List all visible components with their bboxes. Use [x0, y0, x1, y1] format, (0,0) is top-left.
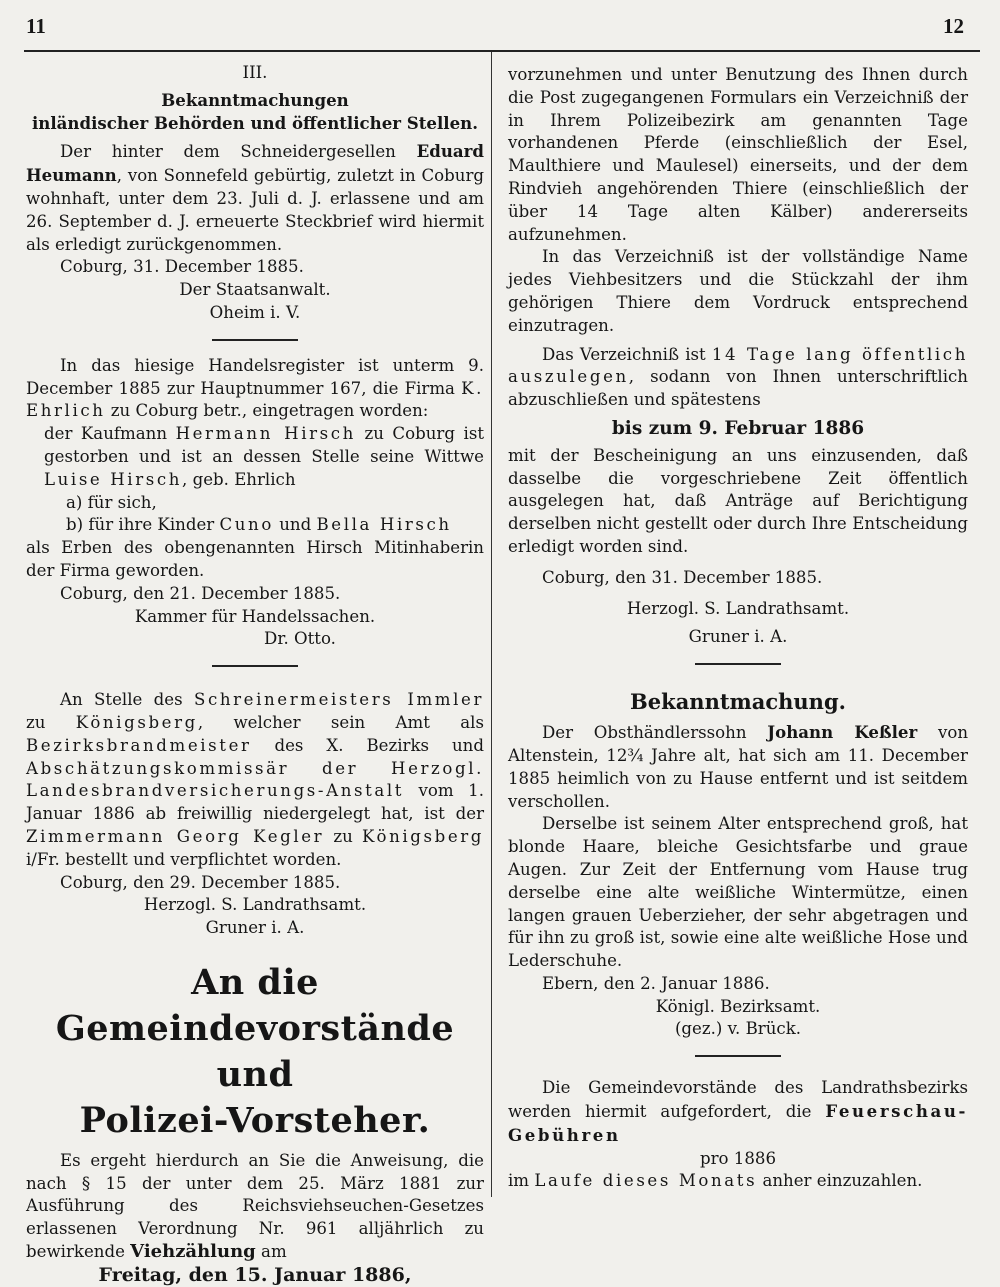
notice-4-cont-text-c — [508, 344, 968, 412]
notice-5-place-date: Ebern, den 2. Januar 1886. — [542, 973, 770, 993]
text: Der hinter dem Schneidergesellen — [60, 142, 417, 162]
notice-2-item-a: a) für sich, — [66, 492, 157, 512]
text: , geb. Ehrlich — [182, 469, 296, 489]
notice-4-heading-2: Polizei-Vorsteher. — [79, 1099, 431, 1141]
notice-2-item-b — [26, 514, 484, 537]
text: zu Coburg ist gestorben und ist an dessen Stelle seine Wittwe — [44, 424, 485, 466]
notice-4-text — [26, 1150, 484, 1264]
notice-3-text — [26, 689, 484, 871]
section-number: III. — [242, 63, 268, 82]
column-divider — [491, 52, 492, 1197]
page-number-left: 11 — [26, 14, 46, 38]
role-name: Bezirksbrandmeister — [26, 735, 252, 755]
text: von Altenstein, 12¾ Jahre alt, hat sich am 11. December 1885 heimlich von zu Hause entfernt und ist seitdem verschollen. — [508, 723, 969, 811]
person-name: Hermann Hirsch — [175, 424, 356, 444]
notice-2-place-date: Coburg, den 21. December 1885. — [60, 583, 341, 603]
person-name: Eduard Heumann — [26, 141, 484, 186]
text: , sodann von Ihnen unterschriftlich abzuschließen und spätestens — [508, 367, 968, 410]
left-column — [26, 54, 484, 1287]
text: , von Sonnefeld gebürtig, zuletzt in Coburg wohnhaft, unter dem 23. Juli d. J. erlassene und am 26. September d. J. erneuerte Steckbrief wird hiermit als erledigt zurückgenommen. — [26, 166, 484, 254]
text: anher einzuzahlen. — [757, 1171, 923, 1191]
notice-6-text-b — [508, 1170, 968, 1193]
header-rule — [24, 50, 980, 52]
notice-4-date-line: Freitag, den 15. Januar 1886, — [98, 1263, 412, 1286]
notice-5-signer: (gez.) v. Brück. — [674, 1019, 802, 1039]
page-number-right: 12 — [943, 14, 964, 38]
person-name: Luise Hirsch — [44, 469, 183, 489]
notice-4-deadline: bis zum 9. Februar 1886 — [611, 417, 865, 439]
notice-2-signer: Dr. Otto. — [264, 629, 336, 649]
bold-term: Feuerschau-Gebühren — [508, 1101, 968, 1145]
text: zu Coburg betr., eingetragen worden: — [105, 401, 429, 421]
text: der Kaufmann — [44, 424, 176, 444]
spaced-text: Laufe dieses Monats — [534, 1171, 758, 1191]
text: Der Obsthändlerssohn — [542, 723, 768, 743]
notice-6-year: pro 1886 — [699, 1148, 777, 1168]
notice-1-place-date: Coburg, 31. December 1885. — [60, 257, 304, 277]
firm-name: K. Ehrlich — [26, 378, 484, 421]
notice-1-text — [26, 140, 484, 256]
notice-3-authority: Herzogl. S. Landrathsamt. — [143, 895, 367, 915]
section-title-1: Bekanntmachungen — [161, 89, 349, 110]
notice-5-heading: Bekanntmachung. — [630, 689, 846, 715]
text: Die Gemeindevorstände des Landrathsbezirks werden hiermit aufgefordert, die — [508, 1078, 968, 1122]
person-name: Bella Hirsch — [316, 515, 452, 535]
place-name: Königsberg — [361, 826, 485, 846]
separator-rule — [212, 665, 298, 667]
separator-rule — [695, 1055, 781, 1057]
notice-5-text-b: Derselbe ist seinem Alter entsprechend groß, hat blonde Haare, bleiche Gesichtsfarbe und graue Augen. Zur Zeit der Entfernung vom Hause trug derselbe eine alte weißliche Wintermütze, einen langen grauen Ueberzieher, der sehr abgetragen und für ihn zu groß ist, sowie eine alte weißliche Hose und Lederschuhe. — [508, 814, 968, 971]
notice-2-text — [26, 355, 484, 423]
notice-2-text-c: als Erben des obengenannten Hirsch Mitinhaberin der Firma geworden. — [26, 538, 484, 580]
text: An Stelle des — [60, 690, 194, 710]
notice-4-authority: Herzogl. S. Landrathsamt. — [626, 598, 850, 618]
notice-4-cont-text-d: mit der Bescheinigung an uns einzusenden, daß dasselbe die vorgeschriebene Zeit öffentlich ausgelegen hat, daß Anträge auf Berichtigung derselben nicht gestellt oder durch Ihre Entscheidung erledigt worden sind. — [508, 445, 968, 556]
text: am — [255, 1242, 287, 1262]
separator-rule — [212, 339, 298, 341]
text: , welcher sein Amt als — [197, 712, 484, 732]
text: vom 1. Januar 1886 ab freiwillig niedergelegt hat, ist der — [26, 781, 484, 824]
text: im — [508, 1171, 535, 1191]
text: zu — [26, 712, 76, 732]
notice-4-signer: Gruner i. A. — [688, 627, 788, 647]
text: und — [273, 515, 317, 535]
text: i/Fr. bestellt und verpflichtet worden. — [26, 849, 342, 869]
text: In das hiesige Handelsregister ist unterm 9. December 1885 zur Hauptnummer 167, die Firma — [26, 355, 484, 398]
notice-3-place-date: Coburg, den 29. December 1885. — [60, 872, 341, 892]
notice-4-heading-1: An die Gemeindevorstände und — [55, 961, 455, 1095]
notice-5-text-a — [508, 721, 968, 813]
notice-5-authority: Königl. Bezirksamt. — [655, 996, 821, 1016]
notice-4-place-date: Coburg, den 31. December 1885. — [542, 567, 823, 587]
notice-1-signer: Oheim i. V. — [209, 302, 301, 322]
text: zu — [324, 826, 362, 846]
separator-rule — [695, 663, 781, 665]
person-name: Zimmermann Georg Kegler — [26, 826, 325, 846]
notice-2-text-b — [26, 423, 484, 491]
section-title-2: inländischer Behörden und öffentlicher Stellen. — [32, 112, 478, 133]
text: Das Verzeichniß ist — [542, 344, 712, 364]
notice-2-authority: Kammer für Handelssachen. — [134, 606, 376, 626]
person-name: Johann Keßler — [767, 722, 918, 743]
person-name: Cuno — [219, 515, 274, 535]
notice-4-cont-text-b: In das Verzeichniß ist der vollständige Name jedes Viehbesitzers und die Stückzahl der ihm gehörigen Thiere dem Vordruck entsprechend einzutragen. — [508, 247, 968, 335]
text: des X. Bezirks und — [251, 735, 484, 755]
spaced-text: 14 Tage lang öffentlich auszulegen — [508, 344, 968, 387]
notice-3-signer: Gruner i. A. — [205, 918, 305, 938]
text: b) für ihre Kinder — [66, 515, 220, 535]
role-name: Abschätzungskommissär der Herzogl. Landesbrandversicherungs-Anstalt — [26, 758, 484, 801]
right-column — [508, 54, 968, 1193]
text: Es ergeht hierdurch an Sie die Anweisung, die nach § 15 der unter dem 25. März 1881 zur Ausführung des Reichsviehseuchen-Gesetzes erlassenen Verordnung Nr. 961 alljährlich zu bewirkende — [26, 1150, 484, 1262]
place-name: Königsberg — [75, 712, 198, 732]
notice-6-text-a — [508, 1077, 968, 1147]
person-name: Schreinermeisters Immler — [194, 690, 485, 710]
notice-1-authority: Der Staatsanwalt. — [179, 280, 331, 300]
notice-4-cont-text-a: vorzunehmen und unter Benutzung des Ihnen durch die Post zugegangenen Formulars ein Verzeichniß der in Ihrem Polizeibezirk am genannten Tage vorhandenen Pferde (einschließlich der Esel, Maulthiere und Maulesel) einerseits, und der dem Rindvieh angehörenden Thiere (einschließlich der über 14 Tage alten Kälber) andererseits aufzunehmen. — [508, 65, 968, 244]
bold-term: Viehzählung — [130, 1241, 256, 1263]
